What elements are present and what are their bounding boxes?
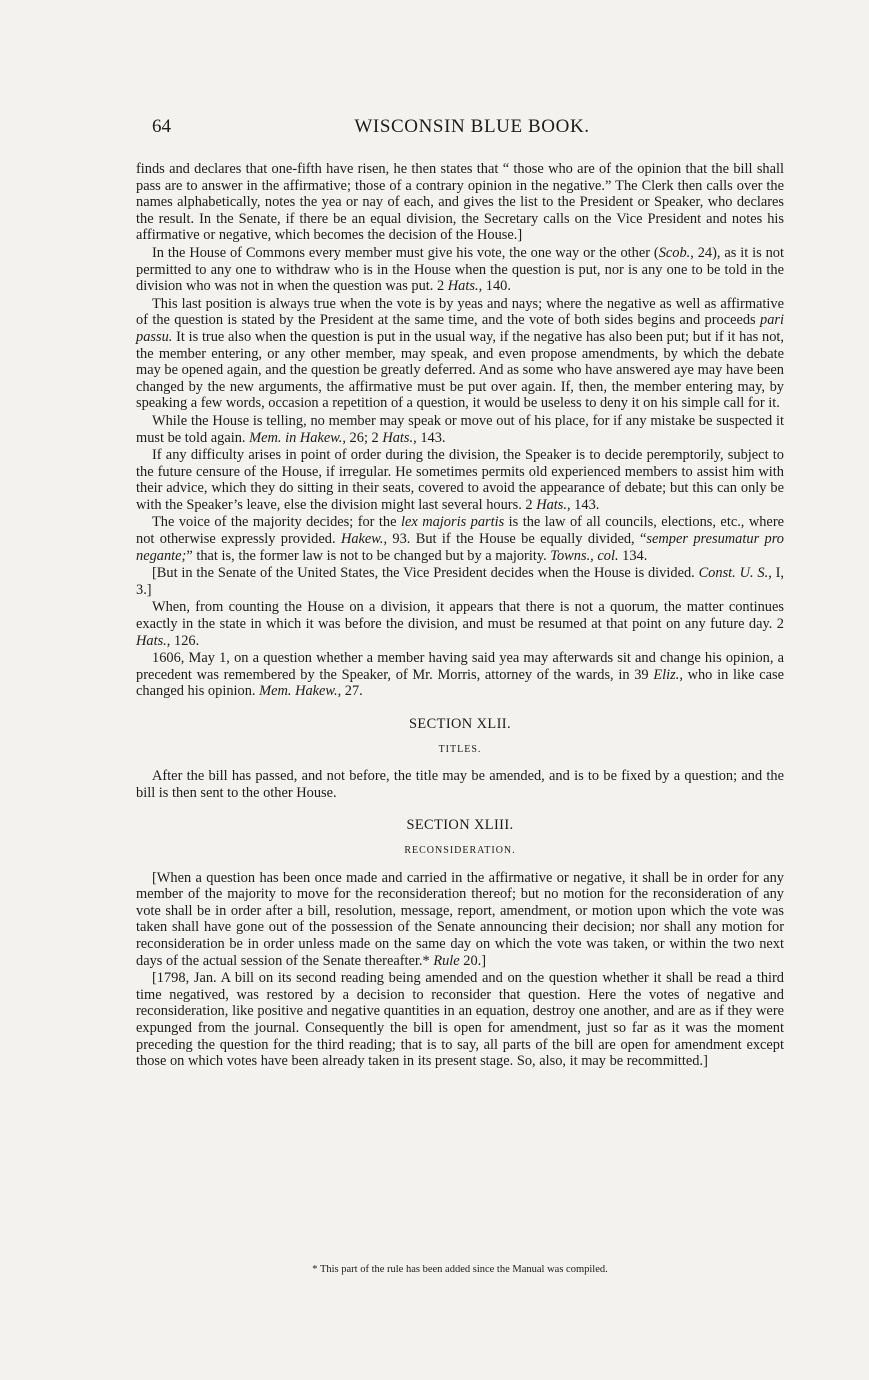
section-subheading-reconsideration: RECONSIDERATION. [404,844,516,856]
page-number: 64 [152,116,171,137]
citation: Towns., col. [550,547,619,564]
paragraph-majority-decides: The voice of the majority decides; for the lex majoris partis is the law of all councils, elections, etc., where not otherwise expressly provided. Hakew., 93. But if the House be equally divided, “semper presumatur pro negante;” that is, the former law is not to be changed but by a majority. Towns., col. 134. [136,514,785,564]
paragraph-precedent-1606: 1606, May 1, on a question whether a member having said yea may afterwards sit and change his opinion, a precedent was remembered by the Speaker, of Mr. Morris, attorney of the wards, in 39 Eliz., who in like case changed his opinion. Mem. Hakew., 27. [136,650,784,700]
citation: Scob. [658,244,691,261]
citation: Hats. [447,278,479,295]
citation: Hats. [382,429,414,446]
paragraph-continued: finds and declares that one-fifth have risen, he then states that “ those who are of the opinion that the bill shall pass are to answer in the affirmative; those of a contrary opinion in the negative.” The Clerk then calls over the names alphabetically, notes the yea or nay of each, and gives the list to the President or Speaker, who declares the result. In the Senate, if there be an equal division, the Secretary calls on the Vice President and notes his affirmative or negative, which becomes the decision of the House.] [136,161,784,244]
footnote: * This part of the rule has been added since the Manual was compiled. [312,1264,608,1275]
paragraph-house-of-commons: In the House of Commons every member must give his vote, the one way or the other (Scob., 24), as it is not permitted to any one to withdraw who is in the House when the question is put, nor is any one to be told in the division who was not in when the question was put. 2 Hats., 140. [136,244,784,295]
latin-phrase: semper presumatur pro negante; [136,531,784,564]
paragraph-point-of-order: If any difficulty arises in point of order during the division, the Speaker is to decide peremptorily, subject to the future censure of the House, if irregular. He sometimes permits old experienced members to assist him with their advice, which they do sitting in their seats, covered to avoid the appearance of debate; but this can only be with the Speaker’s leave, else the division might last several hours. 2 Hats., 143. [136,447,784,513]
citation: Rule [433,952,460,969]
citation: Hakew. [340,531,384,548]
citation: Eliz. [653,666,680,683]
citation: Const. U. S. [698,565,769,582]
citation: Hats. [136,632,167,649]
paragraph-titles: After the bill has passed, and not before, the title may be amended, and is to be fixed by a question; and the bill is then sent to the other House. [136,768,784,801]
citation: Hats. [536,496,567,513]
page-header [152,116,792,142]
body-text [136,161,784,1071]
paragraph-house-telling: While the House is telling, no member may speak or move out of his place, for if any mistake be suspected it must be told again. Mem. in Hakew., 26; 2 Hats., 143. [136,412,784,446]
section-heading-xlii: SECTION XLII. [409,716,511,732]
latin-phrase: lex majoris partis [400,514,505,531]
paragraph-quorum: When, from counting the House on a division, it appears that there is not a quorum, the matter continues exactly in the state in which it was before the division, and must be resumed at that point on any future day. 2 Hats., 126. [136,599,784,649]
paragraph-reconsideration-1798: [1798, Jan. A bill on its second reading being amended and on the question whether it shall be read a third time negatived, was restored by a decision to reconsider that question. Here the votes of negative and reconsideration, like positive and negative quantities in an equation, destroy one another, and are as if they were expunged from the journal. Consequently the bill is open for amendment, just so far as it was the moment preceding the question for the third reading; that is to say, all parts of the bill are open for amendment except those on which votes have been already taken in its present stage. So, also, it may be recommitted.] [136,970,784,1070]
section-heading-xliii: SECTION XLIII. [406,817,514,834]
paragraph-senate-vice-president: [But in the Senate of the United States, the Vice President decides when the House is divided. Const. U. S., I, 3.] [136,565,784,598]
latin-phrase: pari passu. [136,312,784,345]
running-title: WISCONSIN BLUE BOOK. [354,116,590,137]
paragraph-reconsideration-rule: [When a question has been once made and carried in the affirmative or negative, it shall be in order for any member of the majority to move for the reconsideration thereof; but no motion for the reconsideration of any vote shall be in order after a bill, resolution, message, report, amendment, or motion upon which the vote was taken shall have gone out of the possession of the Senate announcing their decision; nor shall any motion for reconsideration be in order unless made on the same day on which the vote was taken, or within the two next days of the actual session of the Senate thereafter.* Rule 20.] [136,869,784,969]
citation: Mem. Hakew. [259,683,338,700]
section-subheading-titles: TITLES. [438,743,482,755]
citation: Mem. in Hakew. [249,429,343,446]
paragraph-last-position: This last position is always true when the vote is by yeas and nays; where the negative as well as affirmative of the question is stated by the President at the same time, and the vote of both sides begins and proceeds pari passu. It is true also when the question is put in the usual way, if the negative has also been put; but if it has not, the member entering, or any other member, may speak, and even propose amendments, by which the debate may be opened again, and the question be greatly deferred. And as some who have answered aye may have been changed by the new arguments, the affirmative must be put over again. If, then, the member entering may, by speaking a few words, occasion a repetition of a question, it would be useless to deny it on his simple call for it. [136,295,784,412]
